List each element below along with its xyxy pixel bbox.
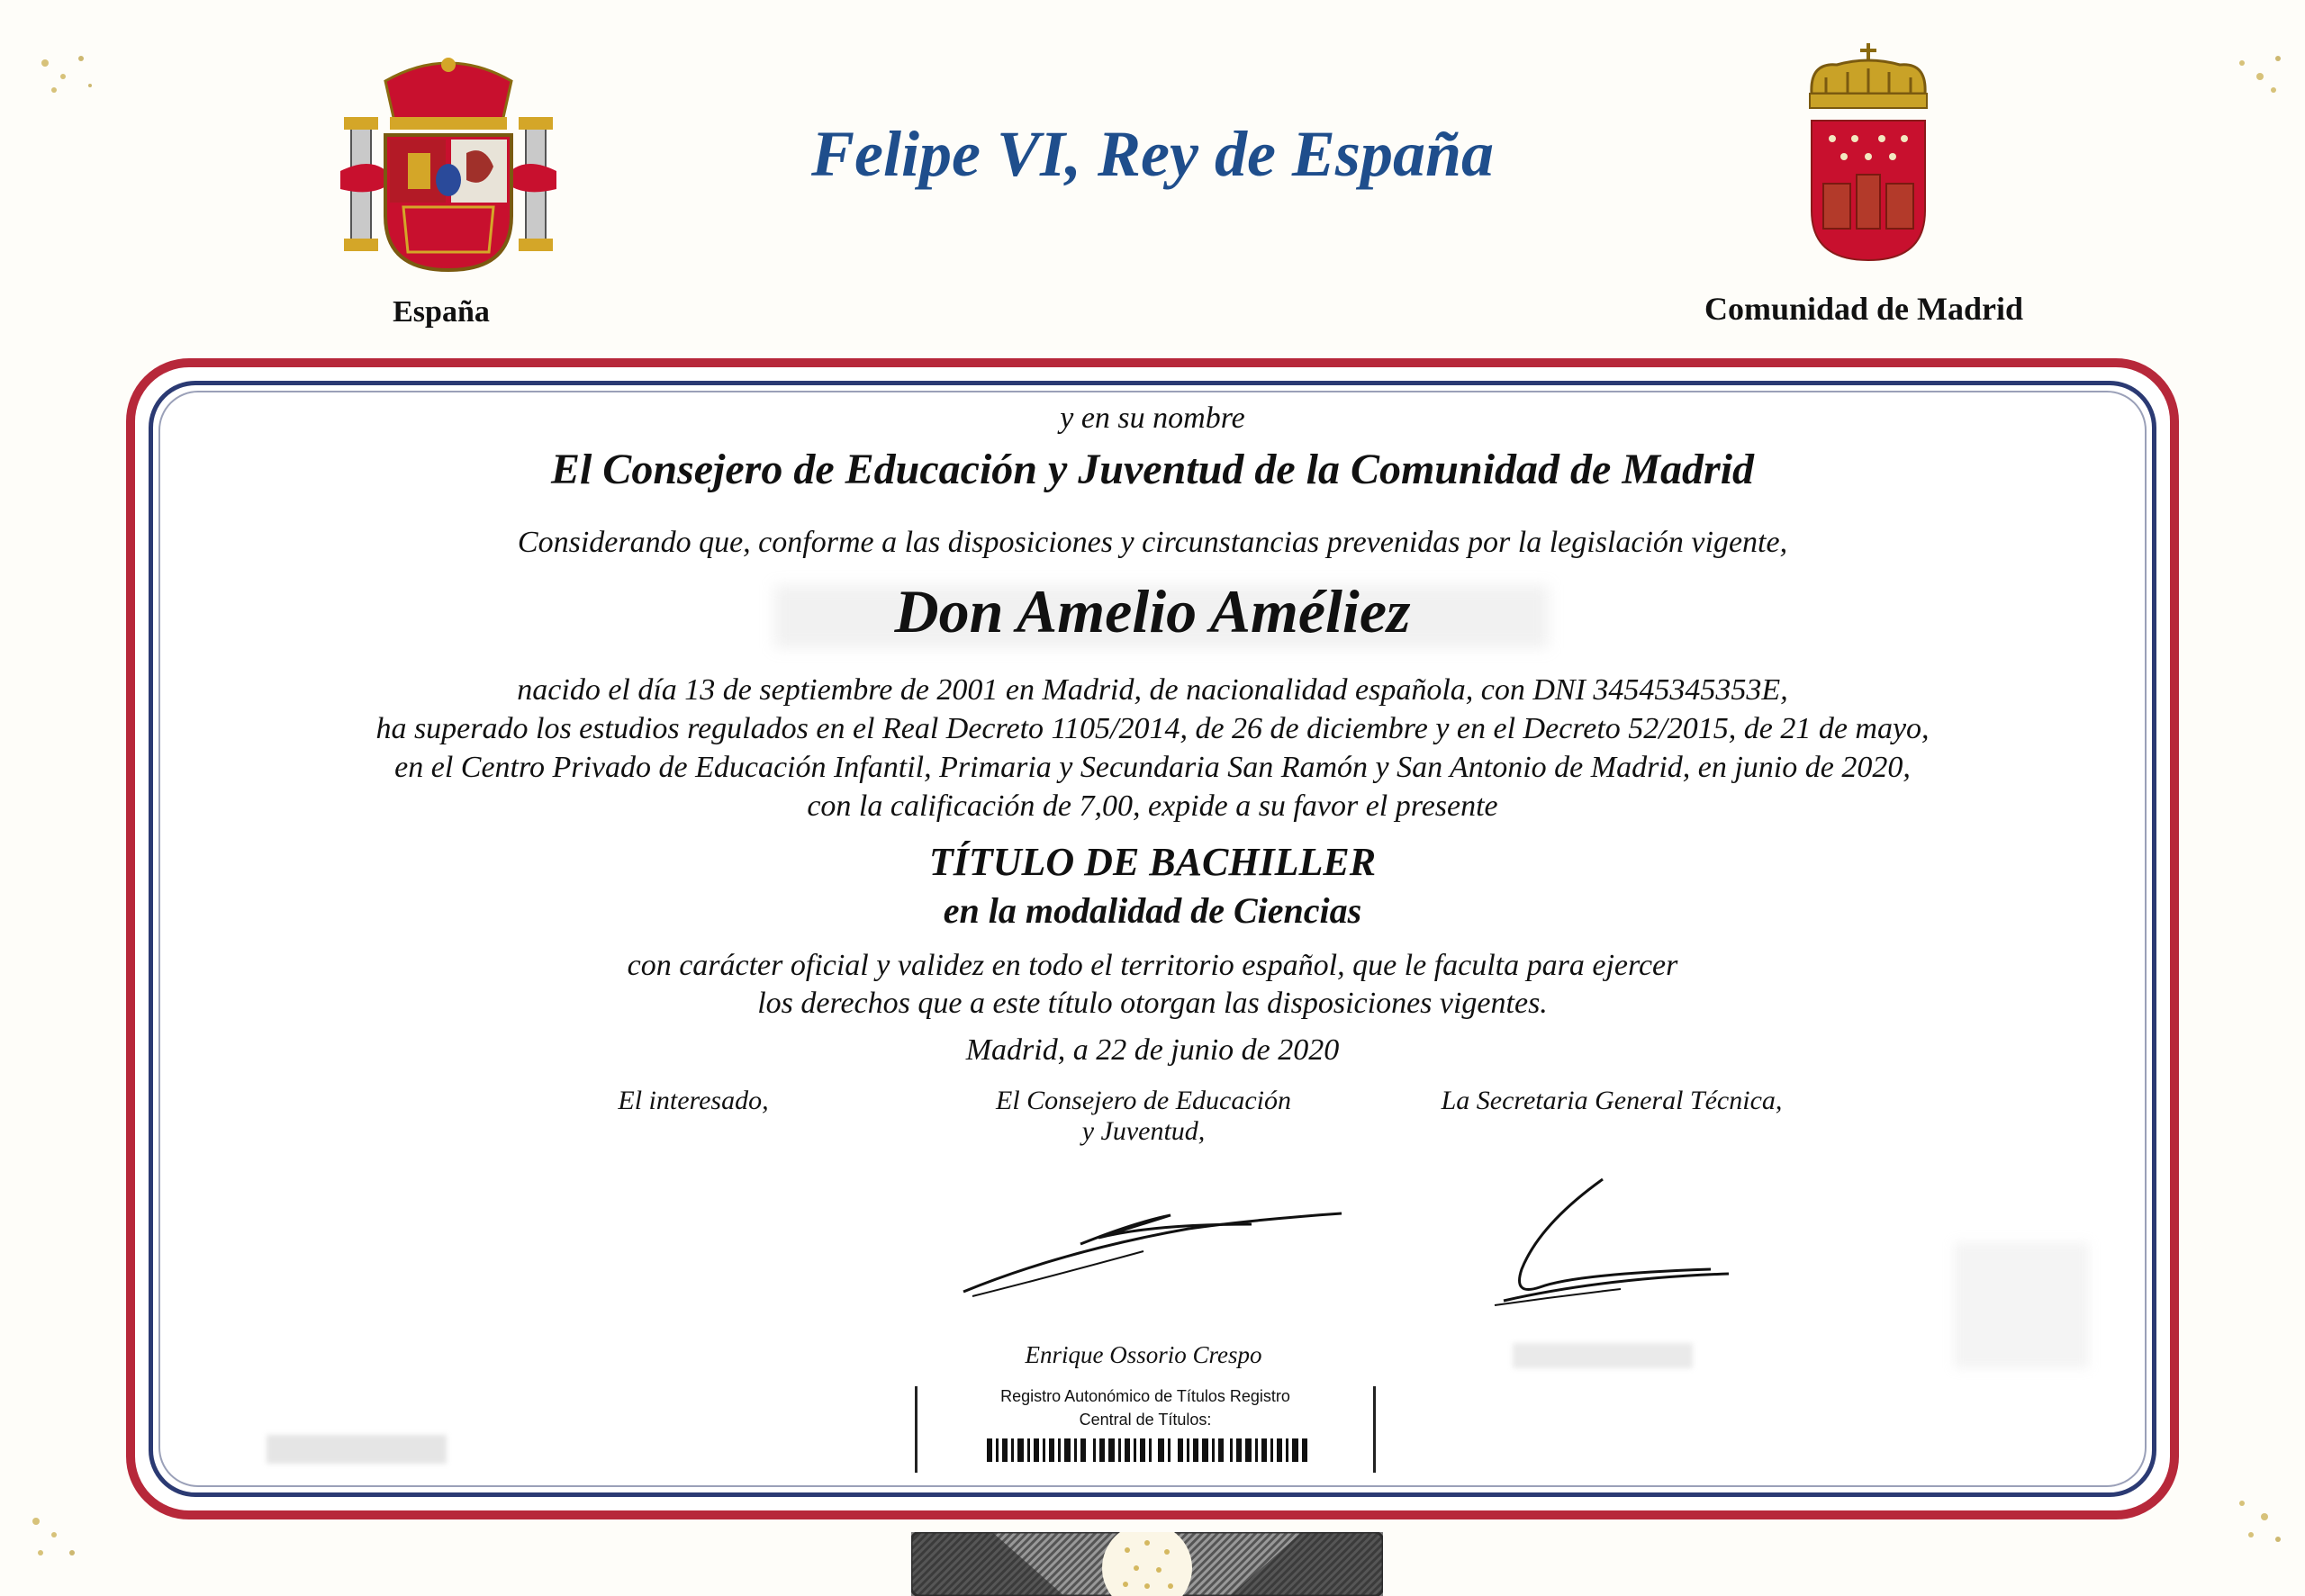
- corner-sparkle-top-right: [2224, 45, 2305, 108]
- signature-label-counselor-line1: El Consejero de Educación: [996, 1086, 1291, 1115]
- header-title: Felipe VI, Rey de España: [811, 118, 1494, 190]
- secretary-signature: [1486, 1170, 1738, 1323]
- recipient-name: Don Amelio Améliez: [894, 577, 1411, 645]
- registry-text: [936, 1384, 1354, 1431]
- signature-label-holder: El interesado,: [618, 1086, 769, 1115]
- degree-modality: en la modalidad de Ciencias: [943, 890, 1362, 931]
- counselor-name: Enrique Ossorio Crespo: [1025, 1341, 1262, 1368]
- faded-stamp: [1954, 1242, 2089, 1368]
- degree-title: TÍTULO DE BACHILLER: [928, 840, 1377, 884]
- serial-number-smudge: [267, 1435, 447, 1464]
- studies-line: ha superado los estudios regulados en el Real Decreto 1105/2014, de 26 de diciembre y en el Decreto 52/2015, de 21 de mayo,: [375, 712, 1930, 745]
- considering-line: Considerando que, conforme a las disposiciones y circunstancias prevenidas por la legislación vigente,: [517, 526, 1788, 559]
- corner-sparkle-top-left: [27, 45, 108, 108]
- spain-label: España: [393, 295, 490, 329]
- corner-sparkle-bottom-right: [2224, 1485, 2305, 1557]
- issue-date: Madrid, a 22 de junio de 2020: [965, 1033, 1340, 1067]
- madrid-label: Comunidad de Madrid: [1704, 291, 2024, 327]
- closing-line-1: con carácter oficial y validez en todo el territorio español, que le faculta para ejercer: [627, 949, 1678, 982]
- birth-line: nacido el día 13 de septiembre de 2001 en Madrid, de nacionalidad española, con DNI 34545345353E,: [517, 673, 1788, 707]
- registry-line-1: Registro Autonómico de Títulos Registro: [1000, 1387, 1290, 1405]
- issuer-heading: El Consejero de Educación y Juventud de la Comunidad de Madrid: [550, 446, 1755, 493]
- registry-barcode: [987, 1438, 1311, 1462]
- madrid-emblem-icon: [1801, 40, 1936, 274]
- grade-line: con la calificación de 7,00, expide a su favor el presente: [807, 789, 1498, 823]
- signature-label-counselor: [918, 1086, 1369, 1147]
- signature-label-secretary: La Secretaria General Técnica,: [1441, 1086, 1783, 1115]
- corner-sparkle-bottom-left: [18, 1503, 99, 1575]
- faded-secretary-name: [1513, 1343, 1693, 1368]
- school-line: en el Centro Privado de Educación Infantil, Primaria y Secundaria San Ramón y San Antonio de Madrid, en junio de 2020,: [394, 751, 1911, 784]
- closing-line-2: los derechos que a este título otorgan las disposiciones vigentes.: [757, 987, 1548, 1020]
- signature-label-counselor-line2: y Juventud,: [1081, 1116, 1206, 1146]
- holographic-seal: [911, 1532, 1383, 1596]
- registry-line-2: Central de Títulos:: [1079, 1411, 1212, 1429]
- intro-line: y en su nombre: [1060, 401, 1245, 435]
- counselor-signature: [954, 1188, 1351, 1305]
